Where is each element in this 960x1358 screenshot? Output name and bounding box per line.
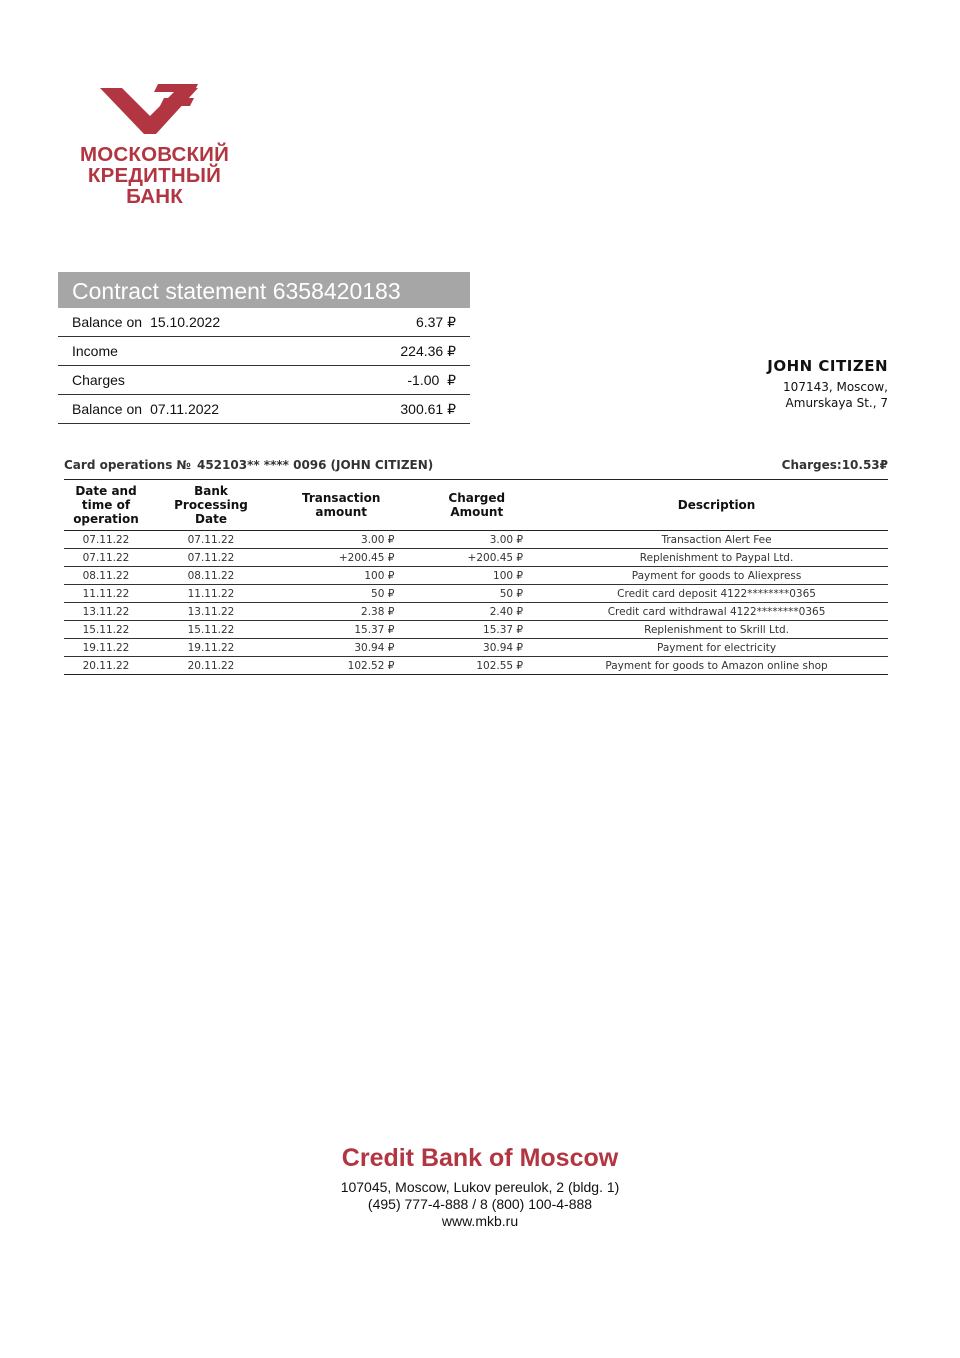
cell-processing-date: 07.11.22 xyxy=(148,549,274,567)
client-address-line1: 107143, Moscow, xyxy=(783,380,888,394)
summary-label: Charges xyxy=(72,372,125,388)
column-header: Date and time of operation xyxy=(64,480,148,531)
cell-charged-amount: 15.37 ₽ xyxy=(408,621,545,639)
table-row xyxy=(64,585,888,603)
logo-line: МОСКОВСКИЙ xyxy=(79,143,230,166)
cell-processing-date: 11.11.22 xyxy=(148,585,274,603)
cell-description: Payment for goods to Aliexpress xyxy=(545,567,888,585)
summary-label: Balance on xyxy=(72,401,143,417)
cell-transaction-amount: 102.52 ₽ xyxy=(274,657,408,675)
summary-row xyxy=(58,337,470,366)
cell-charged-amount: 2.40 ₽ xyxy=(408,603,545,621)
cell-transaction-amount: 50 ₽ xyxy=(274,585,408,603)
cell-description: Payment for goods to Amazon online shop xyxy=(545,657,888,675)
cell-processing-date: 08.11.22 xyxy=(148,567,274,585)
footer-website-link[interactable]: www.mkb.ru xyxy=(441,1213,519,1229)
cell-date: 20.11.22 xyxy=(64,657,148,675)
cell-description: Replenishment to Skrill Ltd. xyxy=(545,621,888,639)
column-header: Transaction amount xyxy=(274,480,408,531)
cell-date: 07.11.22 xyxy=(64,549,148,567)
cell-date: 19.11.22 xyxy=(64,639,148,657)
cell-description: Credit card deposit 4122********0365 xyxy=(545,585,888,603)
footer xyxy=(0,1144,960,1230)
summary-row xyxy=(58,366,470,395)
footer-address: 107045, Moscow, Lukov pereulok, 2 (bldg. 1) xyxy=(340,1179,620,1195)
cell-processing-date: 20.11.22 xyxy=(148,657,274,675)
column-header: Description xyxy=(545,480,888,531)
cell-charged-amount: 100 ₽ xyxy=(408,567,545,585)
logo-wordmark xyxy=(62,144,247,207)
cell-transaction-amount: 30.94 ₽ xyxy=(274,639,408,657)
cell-charged-amount: 50 ₽ xyxy=(408,585,545,603)
cell-charged-amount: +200.45 ₽ xyxy=(408,549,545,567)
cell-transaction-amount: 3.00 ₽ xyxy=(274,531,408,549)
card-holder: (JOHN CITIZEN) xyxy=(330,458,434,472)
table-row xyxy=(64,603,888,621)
summary-value: 224.36 ₽ xyxy=(400,342,456,359)
bank-emblem-icon xyxy=(98,82,200,138)
cell-processing-date: 19.11.22 xyxy=(148,639,274,657)
summary-row xyxy=(58,308,470,337)
summary-value: 300.61 ₽ xyxy=(400,400,456,417)
footer-phones: (495) 777-4-888 / 8 (800) 100-4-888 xyxy=(367,1196,593,1212)
client-name: JOHN CITIZEN xyxy=(767,357,888,375)
cell-charged-amount: 30.94 ₽ xyxy=(408,639,545,657)
cell-transaction-amount: 15.37 ₽ xyxy=(274,621,408,639)
logo-line: КРЕДИТНЫЙ xyxy=(87,164,222,187)
table-row xyxy=(64,621,888,639)
summary-date: 07.11.2022 xyxy=(150,401,220,417)
statement-summary xyxy=(58,272,470,424)
cell-date: 11.11.22 xyxy=(64,585,148,603)
summary-label: Balance on xyxy=(72,314,143,330)
cell-charged-amount: 3.00 ₽ xyxy=(408,531,545,549)
cell-transaction-amount: 2.38 ₽ xyxy=(274,603,408,621)
summary-value: -1.00 ₽ xyxy=(407,371,456,388)
summary-value: 6.37 ₽ xyxy=(415,313,456,330)
column-header: Bank Processing Date xyxy=(148,480,274,531)
table-row xyxy=(64,531,888,549)
cell-processing-date: 13.11.22 xyxy=(148,603,274,621)
cell-description: Payment for electricity xyxy=(545,639,888,657)
footer-bank-name: Credit Bank of Moscow xyxy=(341,1144,619,1172)
cell-transaction-amount: 100 ₽ xyxy=(274,567,408,585)
statement-title: Contract statement 6358420183 xyxy=(58,272,470,308)
table-header-row xyxy=(64,480,888,531)
operations-table xyxy=(64,479,888,675)
card-number: 452103** **** 0096 xyxy=(196,458,327,472)
logo-line: БАНК xyxy=(126,185,183,208)
summary-date: 15.10.2022 xyxy=(150,314,221,330)
card-label: Card operations № xyxy=(64,458,191,472)
client-block xyxy=(767,357,888,411)
cell-processing-date: 07.11.22 xyxy=(148,531,274,549)
table-row xyxy=(64,549,888,567)
cell-charged-amount: 102.55 ₽ xyxy=(408,657,545,675)
card-charges: Charges:10.53₽ xyxy=(781,458,888,472)
card-operations-header xyxy=(64,458,888,472)
cell-processing-date: 15.11.22 xyxy=(148,621,274,639)
client-address-line2: Amurskaya St., 7 xyxy=(785,396,888,410)
cell-description: Replenishment to Paypal Ltd. xyxy=(545,549,888,567)
cell-transaction-amount: +200.45 ₽ xyxy=(274,549,408,567)
column-header: Charged Amount xyxy=(408,480,545,531)
table-row xyxy=(64,657,888,675)
cell-date: 08.11.22 xyxy=(64,567,148,585)
cell-description: Transaction Alert Fee xyxy=(545,531,888,549)
table-row xyxy=(64,639,888,657)
cell-description: Credit card withdrawal 4122********0365 xyxy=(545,603,888,621)
summary-label: Income xyxy=(72,343,118,359)
summary-row xyxy=(58,395,470,424)
cell-date: 15.11.22 xyxy=(64,621,148,639)
cell-date: 13.11.22 xyxy=(64,603,148,621)
bank-logo xyxy=(62,82,247,207)
table-row xyxy=(64,567,888,585)
cell-date: 07.11.22 xyxy=(64,531,148,549)
